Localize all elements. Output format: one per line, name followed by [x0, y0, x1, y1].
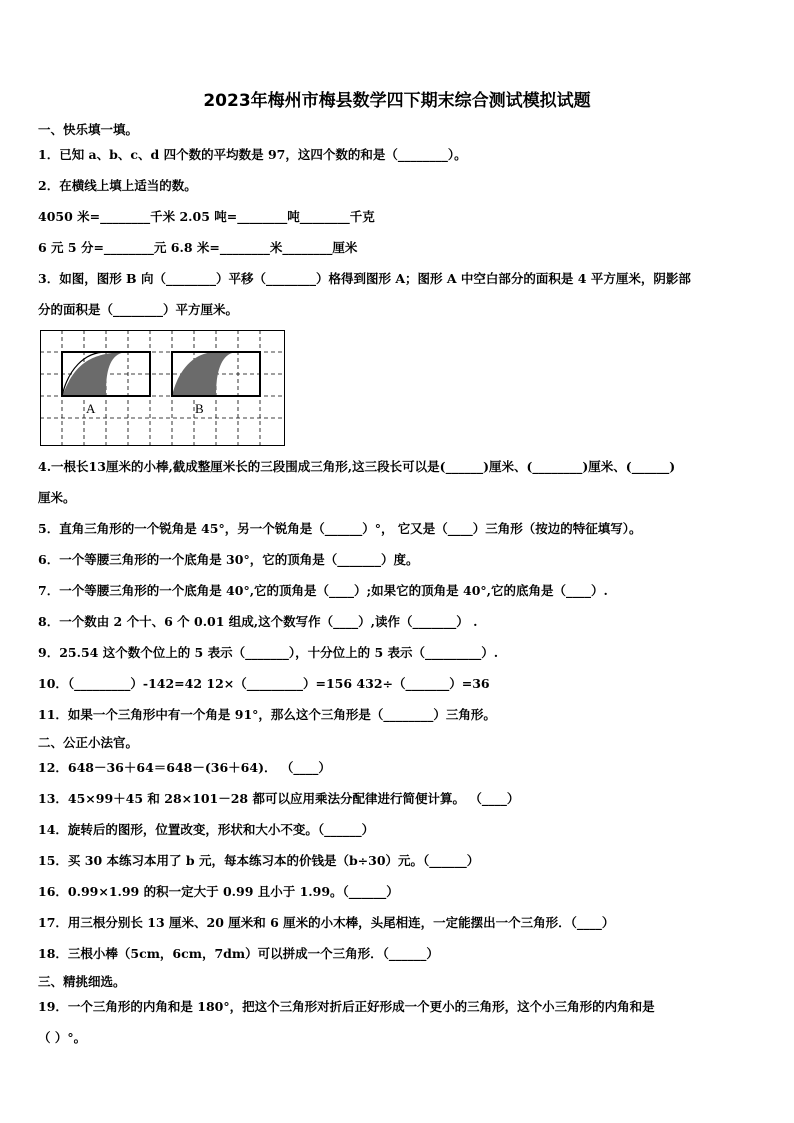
question-17: 17．用三根分别长 13 厘米、20 厘米和 6 厘米的小木棒，头尾相连，一定能摆出一个三角形．（____）	[38, 915, 615, 930]
question-2-row-2: 6 元 5 分=________元 6.8 米=________米________厘米	[38, 240, 358, 255]
section-heading: 一、快乐填一填。	[38, 122, 139, 137]
question-13: 13．45×99＋45 和 28×101－28 都可以应用乘法分配律进行简便计算。 （____）	[38, 791, 520, 806]
question-6: 6．一个等腰三角形的一个底角是 30°，它的顶角是（_______）度。	[38, 552, 419, 567]
question-11: 11．如果一个三角形中有一个角是 91°，那么这个三角形是（________）三角形。	[38, 707, 496, 722]
section-heading: 三、精挑细选。	[38, 974, 126, 989]
question-8: 8．一个数由 2 个十、6 个 0.01 组成,这个数写作（____）,读作（_______） .	[38, 614, 478, 629]
question-2: 2．在横线上填上适当的数。	[38, 178, 197, 193]
page-title: 2023年梅州市梅县数学四下期末综合测试模拟试题	[203, 91, 591, 111]
grid-figure	[40, 330, 285, 446]
label-a: A	[86, 401, 96, 416]
label-b: B	[195, 401, 204, 416]
question-19: 19．一个三角形的内角和是 180°，把这个三角形对折后正好形成一个更小的三角形，这个小三角形的内角和是	[38, 999, 655, 1014]
question-10: 10．（_________）-142=42 12×（_________）=156 432÷（_______）=36	[38, 676, 490, 691]
shape-a	[62, 352, 150, 396]
question-3-cont: 分的面积是（________）平方厘米。	[38, 302, 239, 317]
question-5: 5．直角三角形的一个锐角是 45°，另一个锐角是（______）°， 它又是（____）三角形（按边的特征填写）。	[38, 521, 642, 536]
question-16: 16．0.99×1.99 的积一定大于 0.99 且小于 1.99。（______）	[38, 884, 399, 899]
question-12: 12．648－36＋64＝648－(36＋64)． （____）	[38, 760, 331, 775]
question-15: 15．买 30 本练习本用了 b 元，每本练习本的价钱是（b÷30）元。（______）	[38, 853, 480, 868]
question-19-cont: （ ）°。	[38, 1030, 87, 1045]
question-9: 9．25.54 这个数个位上的 5 表示（_______），十分位上的 5 表示（_________）.	[38, 645, 499, 660]
question-18: 18．三根小棒（5cm，6cm，7dm）可以拼成一个三角形．（______）	[38, 946, 439, 961]
question-14: 14．旋转后的图形，位置改变，形状和大小不变。（______）	[38, 822, 375, 837]
section-heading: 二、公正小法官。	[38, 735, 139, 750]
question-4: 4.一根长13厘米的小棒,截成整厘米长的三段围成三角形,这三段长可以是(______)厘米、(________)厘米、(______)	[38, 459, 676, 474]
question-1: 1．已知 a、b、c、d 四个数的平均数是 97，这四个数的和是（________）。	[38, 147, 467, 162]
question-3: 3．如图，图形 B 向（________）平移（________）格得到图形 A；图形 A 中空白部分的面积是 4 平方厘米，阴影部	[38, 271, 691, 286]
question-4-cont: 厘米。	[38, 490, 76, 505]
question-7: 7．一个等腰三角形的一个底角是 40°,它的顶角是（____）;如果它的顶角是 40°,它的底角是（____）.	[38, 583, 608, 598]
question-2-row-1: 4050 米=________千米 2.05 吨=________吨________千克	[38, 209, 375, 224]
